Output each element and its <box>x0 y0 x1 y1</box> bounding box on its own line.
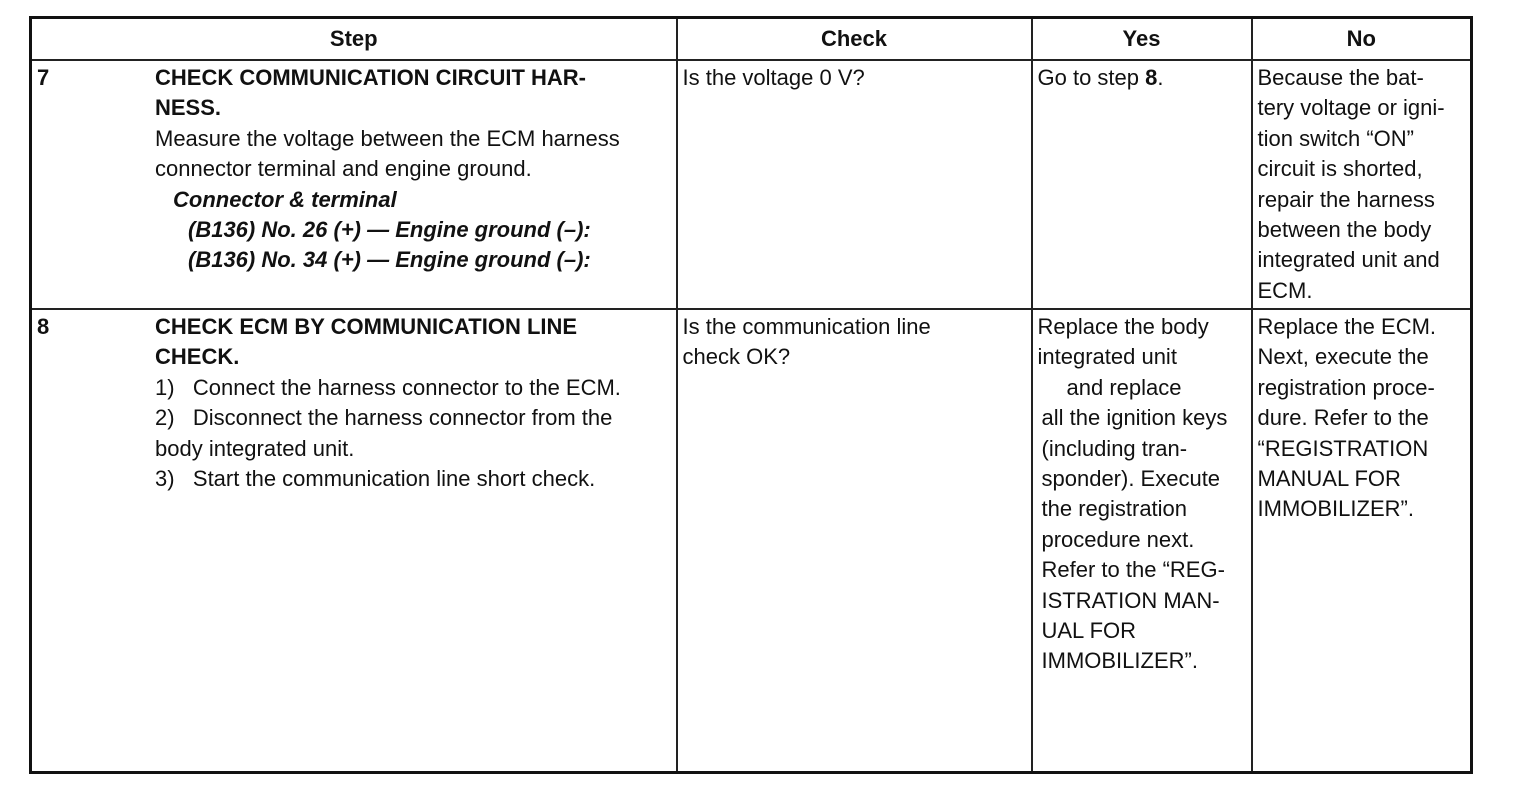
connector-terminal-1: (B136) No. 26 (+) — Engine ground (–): <box>188 217 591 243</box>
yes-text-suffix: . <box>1157 65 1164 90</box>
step-title-line2: CHECK. <box>155 344 240 370</box>
check-line: Is the communication line <box>682 314 931 339</box>
yes-line: all the ignition keys <box>1041 405 1228 431</box>
yes-line: (including tran- <box>1041 435 1188 461</box>
check-text: Is the voltage 0 V? <box>682 65 865 90</box>
diagnostic-table <box>29 16 1473 774</box>
table-row-step-8 <box>31 309 1472 773</box>
step-title-line2: NESS. <box>155 95 222 121</box>
yes-line: procedure next. <box>1041 526 1195 552</box>
yes-text-prefix: Go to step <box>1037 65 1146 90</box>
header-row <box>31 18 1472 61</box>
table-row-step-7 <box>31 60 1472 309</box>
substep-2: 2) Disconnect the harness connector from the <box>155 405 613 431</box>
no-line: Next, execute the <box>1257 344 1429 370</box>
no-line: Because the bat- <box>1257 65 1424 90</box>
step-title-line1: CHECK ECM BY COMMUNICATION LINE <box>155 314 578 339</box>
connector-heading: Connector & terminal <box>173 186 397 212</box>
no-line: circuit is shorted, <box>1257 156 1423 182</box>
step-text-line2: connector terminal and engine ground. <box>155 156 532 182</box>
yes-line: integrated unit <box>1037 344 1177 370</box>
yes-line: the registration <box>1041 496 1188 522</box>
step-number: 8 <box>37 314 50 339</box>
no-line: registration proce- <box>1257 374 1435 400</box>
yes-line: UAL FOR <box>1041 618 1137 644</box>
yes-cell-7 <box>1032 60 1252 309</box>
check-cell-8 <box>677 309 1032 773</box>
no-cell-8 <box>1252 309 1472 773</box>
yes-line: sponder). Execute <box>1041 466 1221 492</box>
header-yes: Yes <box>1032 18 1252 61</box>
step-text-line1: Measure the voltage between the ECM harness <box>155 125 620 151</box>
step-cell-8 <box>31 309 677 773</box>
substep-2-cont: body integrated unit. <box>155 435 355 461</box>
yes-line: ISTRATION MAN- <box>1041 587 1220 613</box>
no-line: repair the harness <box>1257 186 1435 212</box>
step-title-line1: CHECK COMMUNICATION CIRCUIT HAR- <box>155 65 586 90</box>
yes-line: and replace <box>1066 374 1182 400</box>
no-line: IMMOBILIZER”. <box>1257 496 1414 522</box>
yes-line: Replace the body <box>1037 314 1209 339</box>
no-line: tery voltage or igni- <box>1257 95 1445 121</box>
substep-1: 1) Connect the harness connector to the ECM. <box>155 374 621 400</box>
header-check: Check <box>677 18 1032 61</box>
yes-line: IMMOBILIZER”. <box>1041 648 1198 674</box>
connector-terminal-2: (B136) No. 34 (+) — Engine ground (–): <box>188 247 591 273</box>
step-cell-7 <box>31 60 677 309</box>
check-cell-7 <box>677 60 1032 309</box>
no-line: ECM. <box>1257 277 1313 303</box>
no-cell-7 <box>1252 60 1472 309</box>
check-line: check OK? <box>682 344 791 370</box>
yes-step-ref: 8 <box>1145 65 1158 90</box>
yes-line: Refer to the “REG- <box>1041 557 1225 583</box>
no-line: Replace the ECM. <box>1257 314 1437 339</box>
step-number: 7 <box>37 65 50 90</box>
no-line: integrated unit and <box>1257 247 1440 273</box>
header-step: Step <box>31 18 677 61</box>
no-line: dure. Refer to the <box>1257 405 1429 431</box>
substep-3: 3) Start the communication line short check. <box>155 466 596 492</box>
no-line: “REGISTRATION <box>1257 435 1429 461</box>
header-no: No <box>1252 18 1472 61</box>
no-line: between the body <box>1257 217 1432 243</box>
no-line: tion switch “ON” <box>1257 125 1414 151</box>
no-line: MANUAL FOR <box>1257 466 1401 492</box>
yes-cell-8 <box>1032 309 1252 773</box>
